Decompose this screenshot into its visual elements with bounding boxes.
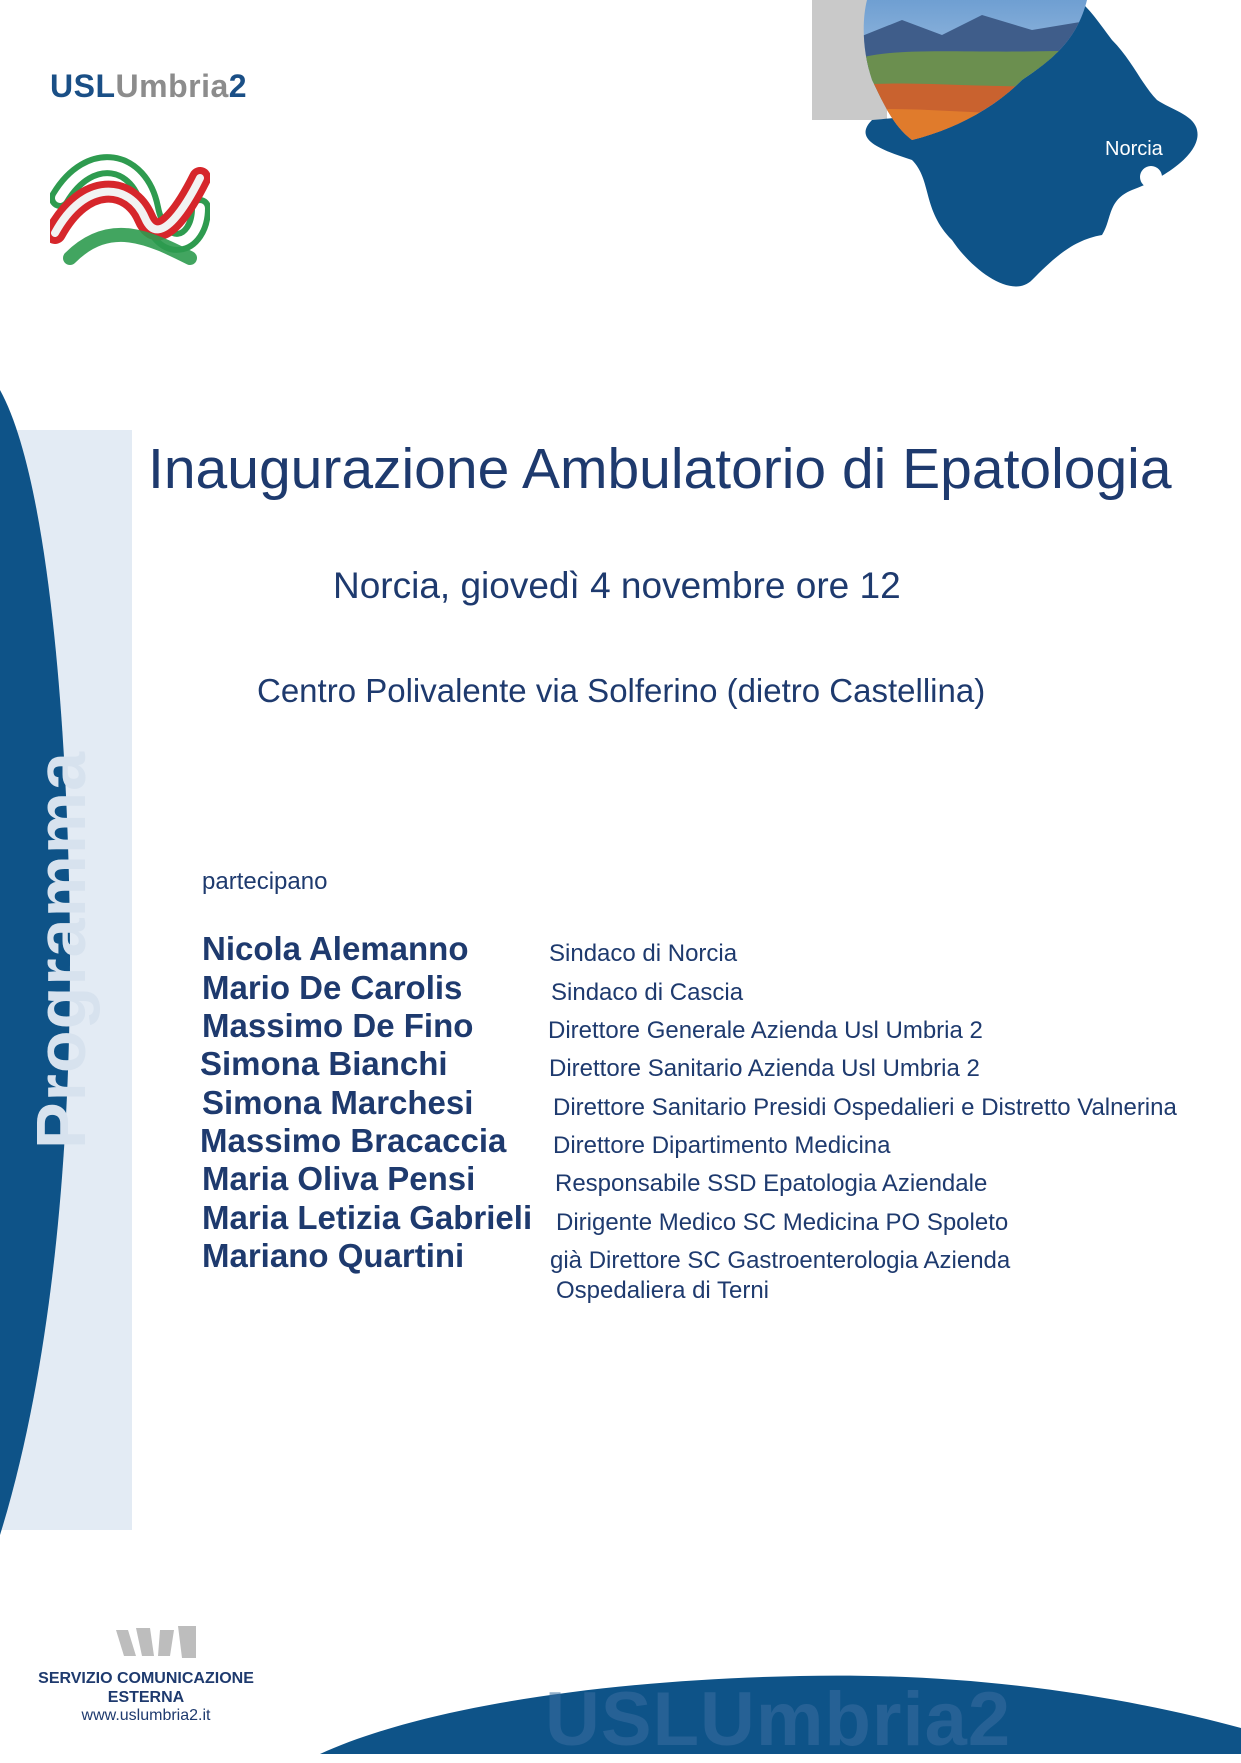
tricolor-ribbon-icon <box>50 138 210 278</box>
event-venue: Centro Polivalente via Solferino (dietro Castellina) <box>257 672 986 709</box>
participant-role: Direttore Sanitario Azienda Usl Umbria 2 <box>549 1055 980 1082</box>
participant-name: Massimo De Fino <box>202 1007 474 1044</box>
service-logo-icon <box>116 1626 196 1660</box>
participant-name: Simona Marchesi <box>202 1084 474 1121</box>
participant-name: Mariano Quartini <box>202 1237 465 1274</box>
event-title: Inaugurazione Ambulatorio di Epatologia <box>148 437 1172 501</box>
participants-intro: partecipano <box>202 868 328 895</box>
participant-role: Direttore Dipartimento Medicina <box>553 1132 891 1159</box>
participant-name: Nicola Alemanno <box>202 930 469 967</box>
participant-name: Maria Oliva Pensi <box>202 1160 476 1197</box>
participant-role: Direttore Sanitario Presidi Ospedalieri e Distretto Valnerina <box>553 1094 1177 1121</box>
participant-role: Sindaco di Cascia <box>551 979 744 1006</box>
participant-role: Direttore Generale Azienda Usl Umbria 2 <box>548 1017 983 1044</box>
norcia-map-illustration <box>812 0 1207 300</box>
service-name: SERVIZIO COMUNICAZIONE ESTERNA <box>38 1670 254 1706</box>
participant-name: Maria Letizia Gabrieli <box>202 1199 533 1236</box>
participant-role: già Direttore SC Gastroenterologia Azienda <box>550 1247 1011 1274</box>
usl-umbria2-logo: USLUmbria2 <box>50 68 248 104</box>
participant-role-continued: Ospedaliera di Terni <box>556 1277 770 1304</box>
event-date: Norcia, giovedì 4 novembre ore 12 <box>333 565 901 606</box>
participant-role: Dirigente Medico SC Medicina PO Spoleto <box>556 1209 1009 1236</box>
participant-name: Simona Bianchi <box>200 1045 448 1082</box>
website-url: www.uslumbria2.it <box>81 1707 211 1724</box>
map-town-label: Norcia <box>1105 138 1163 160</box>
participant-name: Mario De Carolis <box>202 969 463 1006</box>
programma-vertical-label: Programma <box>22 750 100 1150</box>
footer-brand-watermark: USLUmbria2 <box>545 1677 1012 1762</box>
participant-role: Sindaco di Norcia <box>549 940 738 967</box>
participant-name: Massimo Bracaccia <box>200 1122 507 1159</box>
participant-role: Responsabile SSD Epatologia Aziendale <box>555 1170 988 1197</box>
